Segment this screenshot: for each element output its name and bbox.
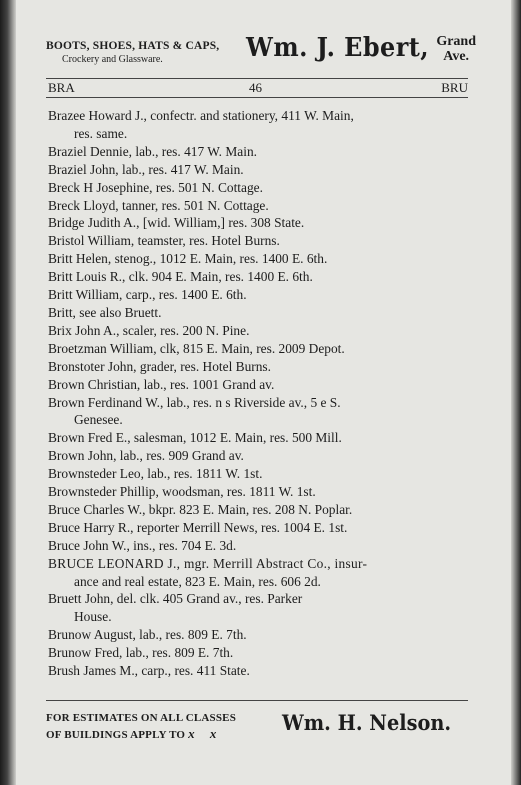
entry-text: Brownsteder Leo, lab., res. 1811 W. 1st. <box>48 466 263 482</box>
directory-entry <box>48 322 473 340</box>
entry-text: Brunow Fred, lab., res. 809 E. 7th. <box>48 645 234 661</box>
entry-text: Britt William, carp., res. 1400 E. 6th. <box>48 287 247 303</box>
entry-continuation: Genesee. <box>74 412 123 428</box>
directory-entry <box>48 358 473 376</box>
entry-text: Brown John, lab., res. 909 Grand av. <box>48 448 244 464</box>
entry-text: Broetzman William, clk, 815 E. Main, res. 2009 Depot. <box>48 340 345 356</box>
top-ad-text <box>46 40 219 65</box>
entry-text: Britt Helen, stenog., 1012 E. Main, res. 1400 E. 6th. <box>48 251 328 267</box>
directory-entry <box>48 107 473 143</box>
entry-text: Brunow August, lab., res. 809 E. 7th. <box>48 627 247 643</box>
directory-entry <box>48 286 473 304</box>
directory-entry <box>48 340 473 358</box>
bottom-ad-line2: OF BUILDINGS APPLY TO <box>46 729 186 741</box>
directory-entry <box>48 465 473 483</box>
directory-entry <box>48 626 473 644</box>
entry-text: Brown Fred E., salesman, 1012 E. Main, res. 500 Mill. <box>48 430 342 446</box>
bottom-ad-line2-wrap <box>46 726 222 742</box>
directory-entry <box>48 232 473 250</box>
directory-entry <box>48 161 473 179</box>
entry-text: Brown Christian, lab., res. 1001 Grand av. <box>48 376 275 392</box>
page-number: 46 <box>249 80 262 95</box>
header-rule-top <box>46 78 468 79</box>
directory-entry <box>48 429 473 447</box>
entry-text: Braziel John, lab., res. 417 W. Main. <box>48 161 244 177</box>
entry-text: Bronstoter John, grader, res. Hotel Burns. <box>48 358 271 374</box>
entry-text: Britt, see also Bruett. <box>48 304 162 320</box>
directory-entry <box>48 179 473 197</box>
bottom-advertisement <box>46 706 476 746</box>
directory-entry <box>48 447 473 465</box>
directory-entry <box>48 644 473 662</box>
directory-entry <box>48 304 473 322</box>
entry-text: Brazee Howard J., confectr. and stationery, 411 W. Main, <box>48 108 354 123</box>
entry-continuation: ance and real estate, 823 E. Main, res. 606 2d. <box>74 573 321 589</box>
directory-entry <box>48 143 473 161</box>
entry-text: Bruce John W., ins., res. 704 E. 3d. <box>48 537 237 553</box>
entry-text: Breck H Josephine, res. 501 N. Cottage. <box>48 179 263 195</box>
top-ad-line2: Crockery and Glassware. <box>62 54 163 65</box>
top-ad-name: Wm. J. Ebert, <box>246 33 430 63</box>
directory-entry-featured <box>48 555 473 591</box>
entry-continuation: House. <box>74 609 112 625</box>
footer-rule <box>46 700 468 701</box>
entry-text: BRUCE LEONARD J., mgr. Merrill Abstract Co., insur- <box>48 555 368 571</box>
entry-text: Brownsteder Phillip, woodsman, res. 1811 W. 1st. <box>48 484 316 500</box>
directory-entry <box>48 197 473 215</box>
bottom-ad-name: Wm. H. Nelson. <box>282 710 452 735</box>
entry-text: Braziel Dennie, lab., res. 417 W. Main. <box>48 143 257 159</box>
entry-text: Brix John A., scaler, res. 200 N. Pine. <box>48 322 250 338</box>
entry-text: Bruce Harry R., reporter Merrill News, res. 1004 E. 1st. <box>48 519 348 535</box>
top-advertisement <box>46 30 476 78</box>
entry-text: Brush James M., carp., res. 411 State. <box>48 663 250 679</box>
directory-entry <box>48 662 473 680</box>
header-rule-bottom <box>46 97 468 98</box>
directory-entry <box>48 394 473 430</box>
entry-text: Bruett John, del. clk. 405 Grand av., res. Parker <box>48 591 303 607</box>
directory-entry <box>48 537 473 555</box>
directory-entry <box>48 250 473 268</box>
directory-entry <box>48 483 473 501</box>
top-ad-address <box>436 34 476 64</box>
directory-entry <box>48 214 473 232</box>
directory-entry <box>48 268 473 286</box>
entry-text: Breck Lloyd, tanner, res. 501 N. Cottage. <box>48 197 269 213</box>
top-ad-address-line1: Grand <box>436 34 476 49</box>
entry-text: Brown Ferdinand W., lab., res. n s Riverside av., 5 e S. <box>48 394 341 410</box>
running-head-right: BRU <box>441 80 468 95</box>
entry-text: Bristol William, teamster, res. Hotel Burns. <box>48 233 280 249</box>
bottom-ad-ornament: x x <box>188 726 223 741</box>
directory-entry <box>48 590 473 626</box>
running-head-left: BRA <box>48 80 75 95</box>
top-ad-address-line2: Ave. <box>443 49 470 64</box>
entry-text: Bridge Judith A., [wid. William,] res. 308 State. <box>48 215 305 231</box>
directory-entry <box>48 519 473 537</box>
top-ad-line1: BOOTS, SHOES, HATS & CAPS, <box>46 40 220 52</box>
running-head <box>46 80 468 96</box>
directory-entry <box>48 376 473 394</box>
bottom-ad-line1: FOR ESTIMATES ON ALL CLASSES <box>46 712 237 724</box>
directory-entry <box>48 501 473 519</box>
directory-entries <box>48 107 473 680</box>
entry-text: Bruce Charles W., bkpr. 823 E. Main, res. 208 N. Poplar. <box>48 501 353 517</box>
entry-text: Britt Louis R., clk. 904 E. Main, res. 1400 E. 6th. <box>48 269 313 285</box>
entry-continuation: res. same. <box>74 125 128 141</box>
